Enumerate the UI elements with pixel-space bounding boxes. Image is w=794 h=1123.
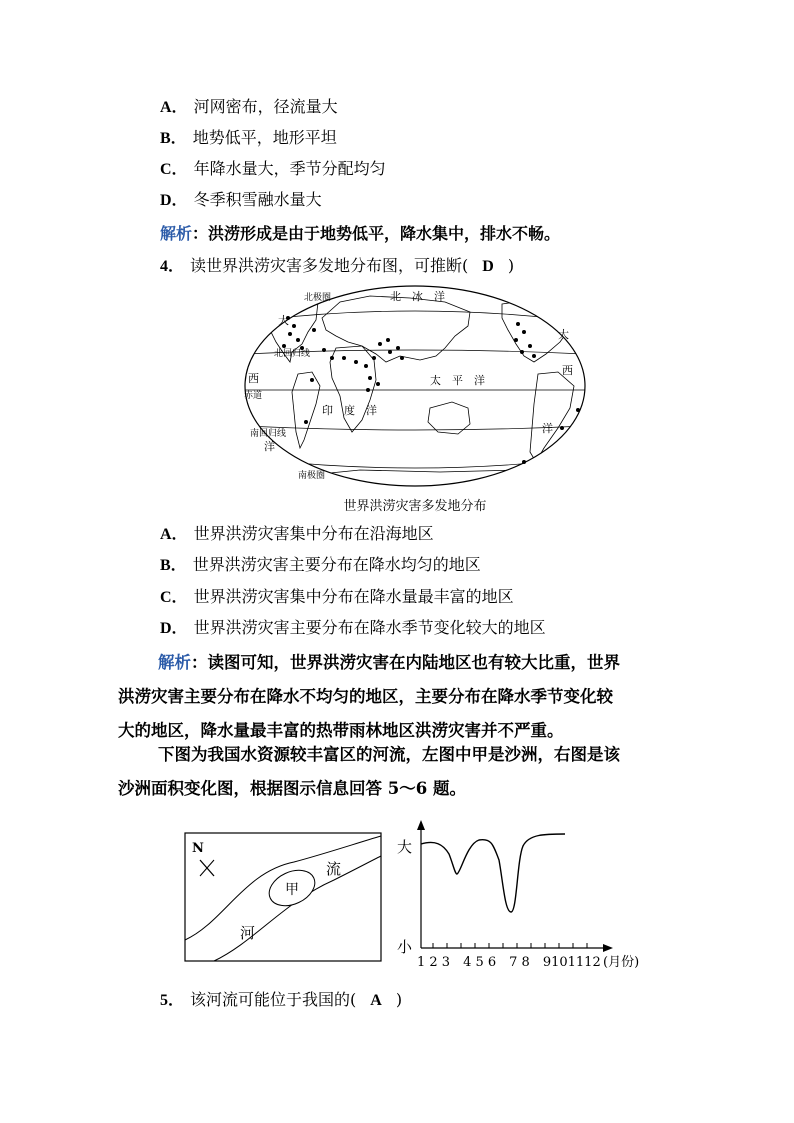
analysis-line-3: 大的地区，降水量最丰富的热带雨林地区洪涝灾害并不严重。 [118, 721, 564, 740]
option-text: 世界洪涝灾害集中分布在沿海地区 [193, 524, 434, 543]
q3-option-a [160, 97, 338, 118]
river-label-he: 河 [240, 924, 256, 942]
option-text: 年降水量大，季节分配均匀 [193, 159, 386, 178]
q4-option-a [160, 524, 434, 545]
option-key: D． [160, 620, 188, 637]
x-axis-arrow-icon [603, 944, 613, 952]
option-key: B． [160, 130, 187, 147]
flood-point [296, 338, 300, 342]
river-sketch-map [184, 832, 384, 964]
flood-point [312, 328, 316, 332]
y-axis-arrow-icon [417, 820, 425, 830]
y-label-large: 大 [397, 838, 413, 856]
flood-point [386, 338, 390, 342]
flood-point [528, 344, 532, 348]
north-label: N [192, 841, 204, 856]
option-key: A． [160, 99, 188, 116]
map-label-yang-right: 洋 [542, 422, 553, 435]
flood-point [576, 408, 580, 412]
map-label-tropic-south: 南回归线 [250, 429, 287, 439]
flood-point [376, 382, 380, 386]
world-flood-map [240, 282, 590, 518]
option-text: 世界洪涝灾害集中分布在降水量最丰富的地区 [193, 587, 514, 606]
option-key: C． [160, 161, 188, 178]
x-tick-marks [433, 943, 587, 948]
flood-point [364, 364, 368, 368]
map-label-equator: 赤道 [244, 391, 263, 401]
map-label-pacific: 太 平 洋 [430, 374, 485, 387]
flood-point [372, 356, 376, 360]
flood-point [282, 344, 286, 348]
sandbar-label: 甲 [285, 882, 299, 898]
flood-point [288, 332, 292, 336]
analysis-text: ：洪涝形成是由于地势低平，降水集中，排水不畅。 [192, 224, 561, 243]
option-text: 冬季积雪融水量大 [193, 190, 322, 209]
stem-close: ) [395, 990, 403, 1009]
answer-letter: D [482, 258, 494, 275]
intro-line-1: 下图为我国水资源较丰富区的河流，左图中甲是沙洲，右图是该 [158, 745, 620, 764]
map-label-da-left: 大 [278, 314, 289, 327]
q4-stem [160, 256, 514, 277]
map-label-west-left: 西 [248, 372, 259, 385]
y-label-small: 小 [397, 938, 413, 956]
question-number: 4． [160, 258, 185, 275]
area-curve [421, 834, 565, 912]
flood-point [322, 348, 326, 352]
q3-option-c [160, 159, 386, 180]
flood-point [396, 346, 400, 350]
q4-option-d [160, 618, 546, 639]
option-key: A． [160, 526, 188, 543]
map-label-west-right: 西 [562, 364, 573, 377]
analysis-label: 解析 [158, 653, 191, 672]
flood-point [342, 356, 346, 360]
analysis-text: ：读图可知，世界洪涝灾害在内陆地区也有较大比重，世界 [191, 653, 620, 672]
q4-analysis [118, 646, 678, 748]
map-caption: 世界洪涝灾害多发地分布 [343, 499, 487, 514]
answer-letter: A [370, 992, 382, 1009]
q4-option-b [160, 555, 481, 576]
x-tick-labels: 1 2 3 4 5 6 7 8 9101112 [417, 955, 601, 970]
q3-option-d [160, 190, 322, 211]
sandbar-area-chart [395, 820, 665, 972]
intro-line-2: 沙洲面积变化图，根据图示信息回答 5～6 题。 [118, 779, 466, 798]
option-text: 地势低平，地形平坦 [192, 128, 337, 147]
option-key: D． [160, 192, 188, 209]
map-label-yang-left: 洋 [264, 440, 275, 453]
flood-point [520, 350, 524, 354]
flood-point [292, 324, 296, 328]
flood-point [522, 330, 526, 334]
map-label-arctic-ocean: 北 冰 洋 [390, 290, 445, 303]
option-text: 河网密布，径流量大 [193, 97, 338, 116]
flood-point [304, 420, 308, 424]
x-unit-label: (月份) [603, 955, 640, 970]
flood-point [310, 378, 314, 382]
analysis-line-2: 洪涝灾害主要分布在降水不均匀的地区，主要分布在降水季节变化较 [118, 687, 613, 706]
flood-point [514, 338, 518, 342]
option-key: B． [160, 557, 187, 574]
map-label-tropic-north: 北回归线 [274, 349, 311, 359]
flood-point [522, 460, 526, 464]
map-label-north-pole: 北极圈 [304, 293, 332, 303]
flood-point [516, 322, 520, 326]
q3-analysis [160, 224, 560, 244]
flood-point [330, 356, 334, 360]
analysis-label: 解析 [160, 224, 193, 243]
flood-point [388, 350, 392, 354]
stem-close: ) [507, 256, 515, 275]
q4-option-c [160, 587, 514, 608]
question-number: 5． [160, 992, 185, 1009]
map-label-antarctic: 南极圈 [298, 471, 326, 481]
q3-option-b [160, 128, 337, 149]
flood-point [378, 342, 382, 346]
analysis-line-1 [118, 646, 678, 680]
flood-point [532, 354, 536, 358]
q5-6-intro [118, 738, 678, 806]
option-key: C． [160, 589, 188, 606]
flood-point [560, 426, 564, 430]
option-text: 世界洪涝灾害主要分布在降水季节变化较大的地区 [193, 618, 546, 637]
flood-point [354, 360, 358, 364]
question-stem: 该河流可能位于我国的( [190, 990, 357, 1009]
question-stem: 读世界洪涝灾害多发地分布图，可推断( [190, 256, 469, 275]
river-label-liu: 流 [326, 860, 342, 878]
flood-point [400, 356, 404, 360]
option-text: 世界洪涝灾害主要分布在降水均匀的地区 [192, 555, 481, 574]
flood-point [368, 376, 372, 380]
map-label-indian: 印 度 洋 [322, 404, 377, 417]
q5-stem [160, 990, 402, 1011]
map-label-da-right: 大 [558, 328, 569, 341]
flood-point [366, 388, 370, 392]
